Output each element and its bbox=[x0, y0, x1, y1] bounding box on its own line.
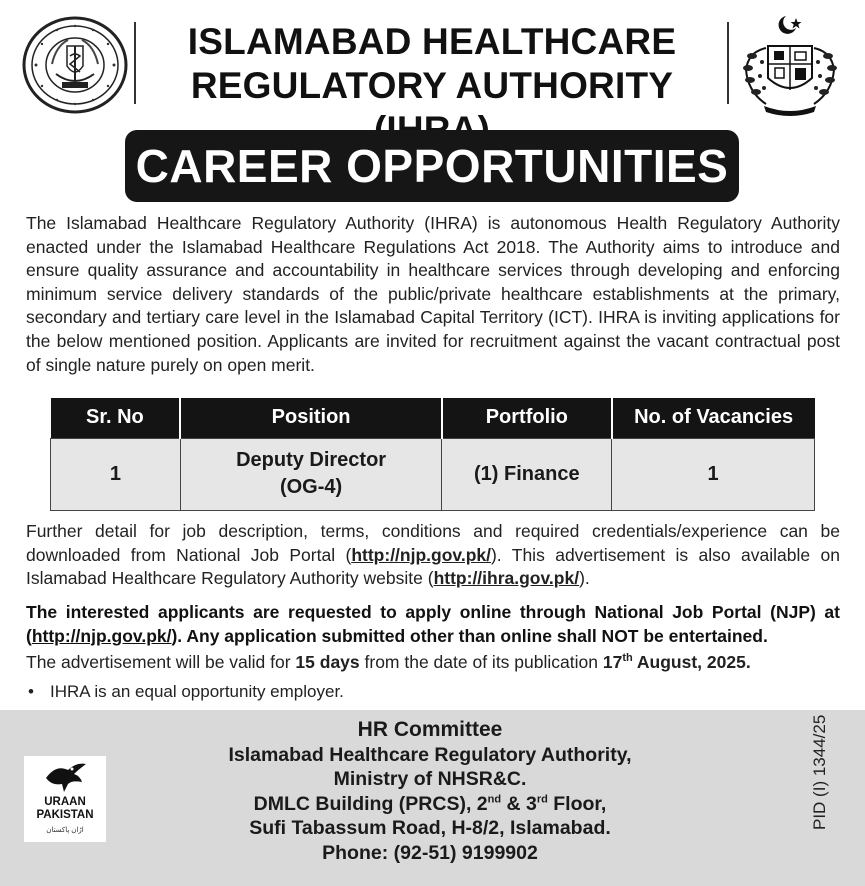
floor-suffix-rd: rd bbox=[536, 793, 548, 805]
publication-day: 17 bbox=[602, 652, 623, 672]
government-emblem-icon bbox=[738, 12, 842, 118]
footer-contact-block bbox=[0, 710, 865, 886]
title-line-2: REGULATORY AUTHORITY bbox=[190, 65, 674, 106]
validity-days: 15 days bbox=[295, 652, 360, 672]
validity-text-a: The advertisement will be valid for bbox=[26, 652, 296, 672]
details-paragraph bbox=[26, 520, 840, 591]
apply-text-b: ). Any application submitted other than online shall NOT be entertained. bbox=[171, 625, 768, 646]
apply-online-paragraph bbox=[26, 601, 840, 648]
pid-number: PID (I) 1344/25 bbox=[810, 714, 829, 830]
intro-paragraph: The Islamabad Healthcare Regulatory Authority (IHRA) is autonomous Health Regulatory Authority enacted under the Islamabad Healthcare Regulations Act 2018. The Authority aims to introduce and ensure quality assurance and accountability in healthcare services through developing and enforcing minimum service delivery standards of the public/private healthcare establishments at the primary, secondary and tertiary care level in the Islamabad Capital Territory (ICT). IHRA is inviting applications for the below mentioned position. Applicants are invited for recruitment against the vacant contractual post of single nature purely on open merit. bbox=[26, 213, 840, 375]
publication-date bbox=[603, 652, 751, 672]
building-text-b: & 3 bbox=[501, 792, 537, 815]
uraan-word: URAAN bbox=[44, 796, 86, 808]
table-row bbox=[51, 438, 815, 510]
publication-month-year: August, 2025. bbox=[632, 652, 751, 672]
header-divider-right bbox=[727, 22, 729, 104]
column-header-sr-no: Sr. No bbox=[51, 398, 181, 438]
contact-address bbox=[170, 718, 690, 865]
validity-text-b: from the date of its publication bbox=[359, 652, 603, 672]
column-header-vacancies: No. of Vacancies bbox=[612, 398, 815, 438]
hr-committee-heading: HR Committee bbox=[357, 718, 503, 741]
njp-link[interactable]: http://njp.gov.pk/ bbox=[351, 544, 491, 565]
cell-vacancies: 1 bbox=[612, 438, 815, 510]
phone-number: Phone: (92-51) 9199902 bbox=[322, 841, 538, 864]
validity-paragraph bbox=[26, 651, 840, 675]
position-title: Deputy Director bbox=[236, 449, 387, 471]
building-text-a: DMLC Building (PRCS), 2 bbox=[253, 792, 488, 815]
title-line-1: ISLAMABAD HEALTHCARE bbox=[187, 21, 677, 62]
positions-table bbox=[50, 398, 815, 511]
publication-day-suffix: th bbox=[622, 652, 633, 665]
cell-position bbox=[180, 438, 442, 510]
eagle-icon bbox=[42, 760, 88, 794]
ihra-website-link[interactable]: http://ihra.gov.pk/ bbox=[433, 568, 580, 589]
floor-suffix-nd: nd bbox=[487, 793, 502, 805]
ihra-seal-icon bbox=[22, 16, 128, 114]
ministry-name: Ministry of NHSR&C. bbox=[333, 768, 527, 790]
cell-portfolio: (1) Finance bbox=[442, 438, 612, 510]
details-text-a: Further detail for job description, terms, conditions and required credentials/experience can be downloaded from National Job Portal ( bbox=[26, 521, 840, 565]
road-address: Sufi Tabassum Road, H-8/2, Islamabad. bbox=[249, 817, 611, 839]
details-text-b: ). This advertisement is also available on Islamabad Healthcare Regulatory Authority website ( bbox=[26, 544, 840, 589]
uraan-wordmark bbox=[24, 796, 106, 822]
table-header-row bbox=[51, 398, 815, 438]
equal-opportunity-bullet bbox=[28, 680, 344, 703]
column-header-position: Position bbox=[180, 398, 442, 438]
equal-opportunity-text: IHRA is an equal opportunity employer. bbox=[50, 682, 344, 701]
organization-name: Islamabad Healthcare Regulatory Authority, bbox=[228, 743, 632, 766]
pakistan-word: PAKISTAN bbox=[36, 809, 94, 821]
building-address bbox=[170, 792, 690, 817]
position-grade: (OG-4) bbox=[279, 476, 343, 498]
career-opportunities-banner: CAREER OPPORTUNITIES bbox=[125, 130, 739, 202]
bullet-dot: • bbox=[28, 682, 34, 701]
njp-apply-link[interactable]: http://njp.gov.pk/ bbox=[31, 625, 172, 646]
column-header-portfolio: Portfolio bbox=[442, 398, 612, 438]
building-text-c: Floor, bbox=[547, 792, 607, 815]
details-text-c: ). bbox=[579, 568, 590, 589]
header-divider-left bbox=[134, 22, 136, 104]
uraan-pakistan-logo bbox=[24, 756, 106, 842]
cell-sr-no: 1 bbox=[51, 438, 181, 510]
apply-text-a: The interested applicants are requested to apply online through National Job Portal (NJP) at ( bbox=[26, 602, 840, 646]
header bbox=[0, 0, 865, 122]
uraan-urdu-tagline: اڑان پاکستان bbox=[46, 827, 84, 834]
